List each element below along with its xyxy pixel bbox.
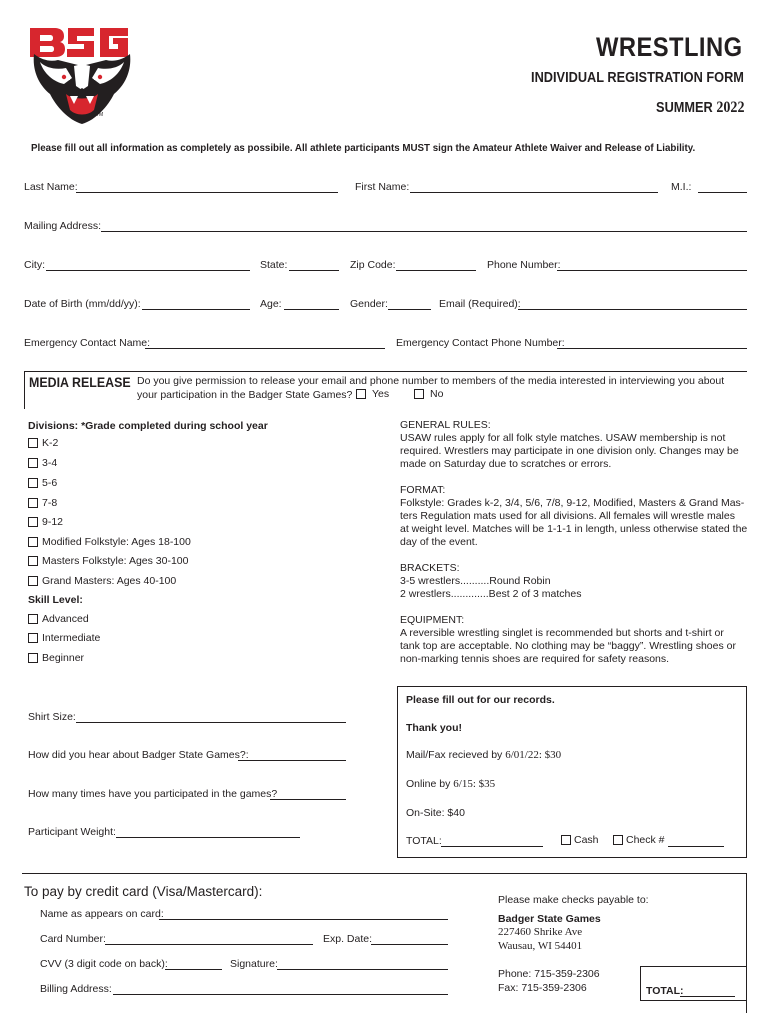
- general-rules-heading: GENERAL RULES:: [400, 419, 491, 431]
- signature-field[interactable]: [277, 969, 448, 970]
- mail-fax-value: 6/01/22: $30: [505, 749, 562, 761]
- cash-checkbox[interactable]: [561, 835, 571, 845]
- zip-field[interactable]: [396, 270, 476, 271]
- online-label: Online by: [406, 778, 451, 790]
- cash-option[interactable]: [561, 834, 599, 846]
- division-label: Masters Folkstyle: Ages 30-100: [42, 555, 189, 567]
- last-name-field[interactable]: [76, 192, 338, 193]
- emergency-phone-label: Emergency Contact Phone Number:: [396, 337, 565, 349]
- records-thanks: Thank you!: [406, 722, 463, 734]
- form-season: [656, 99, 744, 117]
- cash-label: Cash: [574, 834, 599, 846]
- media-release-heading: MEDIA RELEASE: [29, 375, 131, 390]
- division-checkbox[interactable]: [28, 556, 38, 566]
- first-name-field[interactable]: [410, 192, 658, 193]
- equipment-line: non-marking tennis shoes are required for safety reasons.: [400, 653, 670, 665]
- equipment-line: tank top are acceptable. No clothing may be “baggy”. Wrestling shoes or: [400, 640, 736, 652]
- records-total-label: TOTAL:: [406, 835, 442, 847]
- division-k-2[interactable]: [28, 437, 58, 449]
- email-field[interactable]: [518, 309, 747, 310]
- division-checkbox[interactable]: [28, 537, 38, 547]
- media-release-question-line1: Do you give permission to release your email and phone number to members of the media interested in interviewing you about: [137, 375, 725, 387]
- division-checkbox[interactable]: [28, 438, 38, 448]
- yes-label: Yes: [372, 388, 390, 400]
- age-field[interactable]: [284, 309, 339, 310]
- records-box: [397, 686, 747, 858]
- season-label: SUMMER: [655, 100, 713, 116]
- phone-field[interactable]: [557, 270, 747, 271]
- weight-field[interactable]: [116, 837, 300, 838]
- check-label: Check #: [626, 834, 665, 846]
- card-number-label: Card Number:: [40, 933, 106, 945]
- badger-logo-icon: [26, 24, 138, 128]
- city-field[interactable]: [46, 270, 250, 271]
- season-year: 2022: [715, 99, 744, 116]
- final-total-label: TOTAL:: [646, 985, 684, 997]
- general-rules-line: made on Saturday due to scratches or errors.: [400, 458, 612, 470]
- times-participated-field[interactable]: [270, 799, 346, 800]
- division-label: K-2: [42, 437, 59, 449]
- emergency-name-label: Emergency Contact Name:: [24, 337, 151, 349]
- check-option[interactable]: [613, 834, 665, 846]
- general-rules-line: required. Wrestlers may participate in one division only. Changes may be: [400, 445, 739, 457]
- heard-about-label: How did you hear about Badger State Games?:: [28, 749, 249, 761]
- dob-field[interactable]: [142, 309, 250, 310]
- final-total-field[interactable]: [680, 996, 735, 997]
- dob-label: Date of Birth (mm/dd/yy):: [24, 298, 141, 310]
- skill-checkbox[interactable]: [28, 633, 38, 643]
- yes-checkbox[interactable]: [356, 389, 366, 399]
- form-title: WRESTLING: [595, 32, 742, 62]
- onsite-price: On-Site: $40: [406, 807, 465, 819]
- format-line: Folkstyle: Grades k-2, 3/4, 5/6, 7/8, 9-12, Modified, Masters & Grand Mas-: [400, 497, 745, 509]
- shirt-size-field[interactable]: [76, 722, 346, 723]
- division-label: Modified Folkstyle: Ages 18-100: [42, 536, 191, 548]
- gender-label: Gender:: [350, 298, 388, 310]
- division-checkbox[interactable]: [28, 517, 38, 527]
- weight-label: Participant Weight:: [28, 826, 116, 838]
- division-3-4[interactable]: [28, 457, 57, 469]
- division-checkbox[interactable]: [28, 458, 38, 468]
- skill-checkbox[interactable]: [28, 653, 38, 663]
- skill-label: Beginner: [42, 652, 85, 664]
- instructions-text: Please fill out all information as completely as possibile. All athlete participants MUST sign the Amateur Athlete Waiver and Release of Liability.: [31, 142, 696, 154]
- state-field[interactable]: [289, 270, 339, 271]
- division-label: Grand Masters: Ages 40-100: [42, 575, 177, 587]
- records-heading: Please fill out for our records.: [406, 694, 555, 706]
- mi-field[interactable]: [698, 192, 747, 193]
- gender-field[interactable]: [388, 309, 431, 310]
- age-label: Age:: [260, 298, 282, 310]
- division-checkbox[interactable]: [28, 498, 38, 508]
- cvv-field[interactable]: [165, 969, 222, 970]
- no-checkbox[interactable]: [414, 389, 424, 399]
- division-9-12[interactable]: [28, 516, 63, 528]
- format-line: at weight level. Matches will be 1-1-1 in length, unless otherwise stated the: [400, 523, 748, 535]
- credit-card-heading: To pay by credit card (Visa/Mastercard):: [24, 884, 263, 899]
- division-7-8[interactable]: [28, 497, 57, 509]
- division-label: 3-4: [42, 457, 58, 469]
- skill-beginner[interactable]: [28, 652, 84, 664]
- media-release-no-option[interactable]: [414, 388, 443, 400]
- exp-date-field[interactable]: [371, 944, 448, 945]
- mi-label: M.I.:: [671, 181, 692, 193]
- records-total-field[interactable]: [441, 846, 543, 847]
- format-heading: FORMAT:: [400, 484, 446, 496]
- emergency-name-field[interactable]: [145, 348, 385, 349]
- billing-address-field[interactable]: [113, 994, 448, 995]
- org-street: 227460 Shrike Ave: [498, 926, 583, 938]
- division-checkbox[interactable]: [28, 576, 38, 586]
- equipment-heading: EQUIPMENT:: [400, 614, 465, 626]
- signature-label: Signature:: [230, 958, 278, 970]
- equipment-line: A reversible wrestling singlet is recommended but shorts and t-shirt or: [400, 627, 724, 639]
- format-line: ters Regulation mats used for all divisions. All females will wrestle males: [400, 510, 735, 522]
- division-checkbox[interactable]: [28, 478, 38, 488]
- skill-label: Advanced: [42, 613, 89, 625]
- state-label: State:: [260, 259, 288, 271]
- skill-intermediate[interactable]: [28, 632, 100, 644]
- check-checkbox[interactable]: [613, 835, 623, 845]
- online-value: 6/15: $35: [453, 778, 496, 790]
- division-grand-masters[interactable]: [28, 575, 176, 587]
- shirt-size-label: Shirt Size:: [28, 711, 76, 723]
- division-modified-folkstyle[interactable]: [28, 536, 191, 548]
- emergency-phone-field[interactable]: [557, 348, 747, 349]
- division-masters-folkstyle[interactable]: [28, 555, 188, 567]
- division-5-6[interactable]: [28, 477, 57, 489]
- billing-address-label: Billing Address:: [40, 983, 112, 995]
- brackets-heading: BRACKETS:: [400, 562, 460, 574]
- name-on-card-label: Name as appears on card:: [40, 908, 164, 920]
- media-release-yes-option[interactable]: [356, 388, 389, 400]
- online-price: [406, 778, 495, 790]
- skill-level-heading: Skill Level:: [28, 594, 83, 606]
- division-label: 7-8: [42, 497, 58, 509]
- mail-fax-label: Mail/Fax recieved by: [406, 749, 503, 761]
- times-participated-label: How many times have you participated in the games?: [28, 788, 278, 800]
- card-number-field[interactable]: [105, 944, 313, 945]
- heard-about-field[interactable]: [238, 760, 346, 761]
- mail-fax-price: [406, 749, 561, 761]
- phone-label: Phone Number:: [487, 259, 561, 271]
- org-city-state-zip: Wausau, WI 54401: [498, 940, 583, 952]
- general-rules-line: USAW rules apply for all folk style matches. USAW membership is not: [400, 432, 726, 444]
- division-label: 9-12: [42, 516, 64, 528]
- format-line: day of the event.: [400, 536, 478, 548]
- bsg-logo: [26, 24, 138, 128]
- payable-to-text: Please make checks payable to:: [498, 894, 649, 906]
- form-subtitle: INDIVIDUAL REGISTRATION FORM: [531, 70, 744, 86]
- name-on-card-field[interactable]: [159, 919, 448, 920]
- zip-label: Zip Code:: [350, 259, 396, 271]
- skill-label: Intermediate: [42, 632, 101, 644]
- org-phone: Phone: 715-359-2306: [498, 968, 600, 980]
- trademark-mark: TM: [96, 112, 104, 118]
- city-label: City:: [24, 259, 45, 271]
- media-release-question-line2: your participation in the Badger State Games?: [137, 389, 353, 401]
- org-fax: Fax: 715-359-2306: [498, 982, 587, 994]
- no-label: No: [430, 388, 444, 400]
- check-number-field[interactable]: [668, 846, 724, 847]
- last-name-label: Last Name:: [24, 181, 78, 193]
- exp-date-label: Exp. Date:: [323, 933, 373, 945]
- org-name: Badger State Games: [498, 913, 601, 925]
- mailing-address-field[interactable]: [101, 231, 747, 232]
- brackets-line: 3-5 wrestlers..........Round Robin: [400, 575, 551, 587]
- cvv-label: CVV (3 digit code on back):: [40, 958, 168, 970]
- division-label: 5-6: [42, 477, 58, 489]
- skill-advanced[interactable]: [28, 613, 89, 625]
- skill-checkbox[interactable]: [28, 614, 38, 624]
- first-name-label: First Name:: [355, 181, 410, 193]
- brackets-line: 2 wrestlers.............Best 2 of 3 matches: [400, 588, 582, 600]
- divisions-heading: Divisions: *Grade completed during school year: [28, 420, 268, 432]
- rules-section: [400, 419, 750, 666]
- email-label: Email (Required):: [439, 298, 521, 310]
- mailing-address-label: Mailing Address:: [24, 220, 102, 232]
